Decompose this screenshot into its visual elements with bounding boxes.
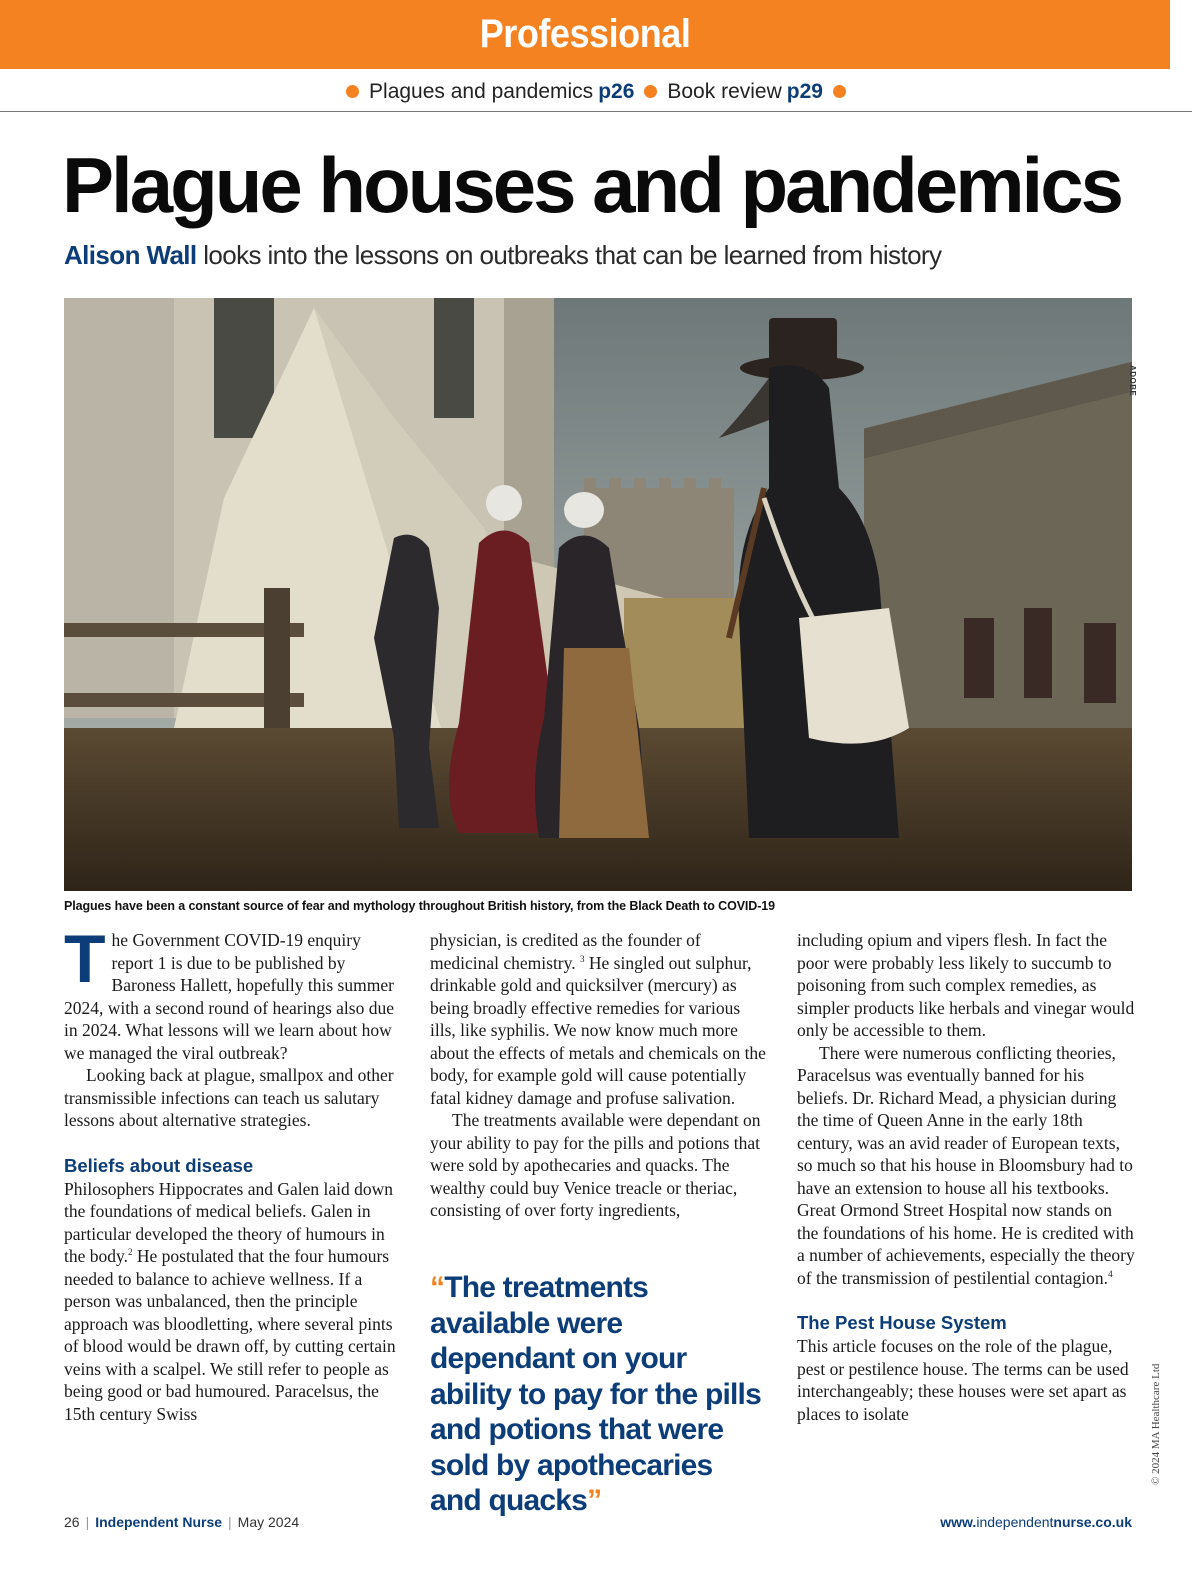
article-column-3 xyxy=(797,929,1137,1425)
section-contents-nav xyxy=(0,72,1192,112)
open-quote-mark: “ xyxy=(430,1271,445,1304)
contents-link-plagues[interactable] xyxy=(369,80,634,104)
reference-number: 4 xyxy=(1108,1268,1113,1279)
article-column-2 xyxy=(430,929,770,1222)
body-paragraph xyxy=(797,1042,1137,1290)
body-text: He postulated that the four humours needed to balance to achieve wellness. If a person was unbalanced, then the principle approach was bloodletting, where several pints of blood would be drawn off, by cutting certain veins with a scalpel. We still refer to people as being good or bad humoured. Paracelsus, the 15th century Swiss xyxy=(64,1246,396,1424)
pull-quote xyxy=(430,1270,765,1519)
body-paragraph: The treatments available were dependant on your ability to pay for the pills and potions that were sold by apothecaries and quacks. The wealthy could buy Venice treacle or theriac, consisting of over forty ingredients, xyxy=(430,1110,761,1220)
page-footer xyxy=(64,1514,1132,1530)
body-text: Philosophers Hippocrates and Galen laid down the foundations of medical beliefs. Galen in particular developed the theory of humours in the body. xyxy=(64,1178,394,1266)
publication-name xyxy=(95,1514,222,1530)
contents-link-label: Book review xyxy=(667,79,782,103)
website-link[interactable] xyxy=(940,1514,1132,1530)
contents-link-page: p26 xyxy=(598,79,635,103)
section-banner xyxy=(0,0,1170,69)
footer-separator: | xyxy=(228,1514,232,1530)
body-paragraph: Looking back at plague, smallpox and other transmissible infections can teach us salutary lessons about alternative strategies. xyxy=(64,1065,394,1130)
bullet-dot-icon xyxy=(644,85,657,98)
plague-doctor-scene-illustration xyxy=(64,298,1132,891)
body-paragraph: he Government COVID-19 enquiry report 1 is due to be published by Baroness Hallett, hopefully this summer 2024, with a second round of hearings also due in 2024. What lessons will we learn about how we managed the viral outbreak? xyxy=(64,930,394,1063)
drop-cap: T xyxy=(64,921,106,997)
photo-credit: ADOBE xyxy=(1128,365,1137,397)
footer-folio xyxy=(64,1514,299,1530)
contents-link-book-review[interactable] xyxy=(667,80,823,104)
url-part: independent xyxy=(976,1514,1054,1530)
body-paragraph xyxy=(64,1178,404,1426)
contents-link-page: p29 xyxy=(786,79,823,103)
body-text: There were numerous conflicting theories, Paracelsus was eventually banned for his beliefs. Dr. Richard Mead, a physician during the time of Queen Anne in the early 18th century, was an avid reader of European texts, so much so that his house in Bloomsbury had to have an extension to house all his textbooks. Great Ormond Street Hospital now stands on the foundations of his home. He is credited with a number of achievements, especially the theory of the transmission of pestilential contagion. xyxy=(797,1042,1135,1288)
footer-separator: | xyxy=(85,1514,90,1530)
article-column-1 xyxy=(64,921,404,1425)
standfirst-text: looks into the lessons on outbreaks that can be learned from history xyxy=(203,240,942,270)
page-number: 26 xyxy=(64,1514,80,1530)
url-part: www. xyxy=(940,1514,977,1530)
issue-date: May 2024 xyxy=(237,1514,300,1530)
publication-name-part: Nurse xyxy=(182,1514,223,1530)
contents-link-label: Plagues and pandemics xyxy=(369,79,594,103)
publication-name-part: Independent xyxy=(95,1514,179,1530)
section-title: Professional xyxy=(479,12,691,56)
body-text: He singled out sulphur, drinkable gold and quicksilver (mercury) as being broadly effective remedies for various ills, like syphilis. We now know much more about the effects of metals and chemicals on the body, for example gold will cause potentially fatal kidney damage and profuse salivation. xyxy=(430,952,766,1108)
photo-caption: Plagues have been a constant source of fear and mythology throughout British history, from the Black Death to COVID-19 xyxy=(64,899,776,913)
section-subheading: The Pest House System xyxy=(797,1312,1007,1333)
bullet-dot-icon xyxy=(833,85,846,98)
pull-quote-text: The treatments available were dependant on your ability to pay for the pills and potions that were sold by apothecaries and quacks xyxy=(430,1271,761,1517)
url-part: nurse.co.uk xyxy=(1053,1514,1132,1530)
article-standfirst xyxy=(64,240,1144,271)
article-photo xyxy=(64,298,1132,891)
bullet-dot-icon xyxy=(346,85,359,98)
copyright-notice: © 2024 MA Healthcare Ltd xyxy=(1150,1363,1162,1485)
author-name: Alison Wall xyxy=(64,240,197,270)
body-paragraph xyxy=(430,929,770,1109)
body-text: physician, is credited as the founder of medicinal chemistry. xyxy=(430,930,701,973)
reference-number: 3 xyxy=(580,953,585,964)
body-paragraph: This article focuses on the role of the plague, pest or pestilence house. The terms can be used interchangeably; these houses were set apart as places to isolate xyxy=(797,1336,1129,1424)
section-subheading: Beliefs about disease xyxy=(64,1154,254,1176)
close-quote-mark: ” xyxy=(587,1484,602,1517)
body-paragraph: including opium and vipers flesh. In fact the poor were probably less likely to succumb to poisoning from such complex remedies, as simpler products like herbals and vinegar would only be accessible to them. xyxy=(797,930,1135,1040)
article-headline: Plague houses and pandemics xyxy=(62,141,1121,229)
reference-number: 2 xyxy=(128,1247,133,1258)
